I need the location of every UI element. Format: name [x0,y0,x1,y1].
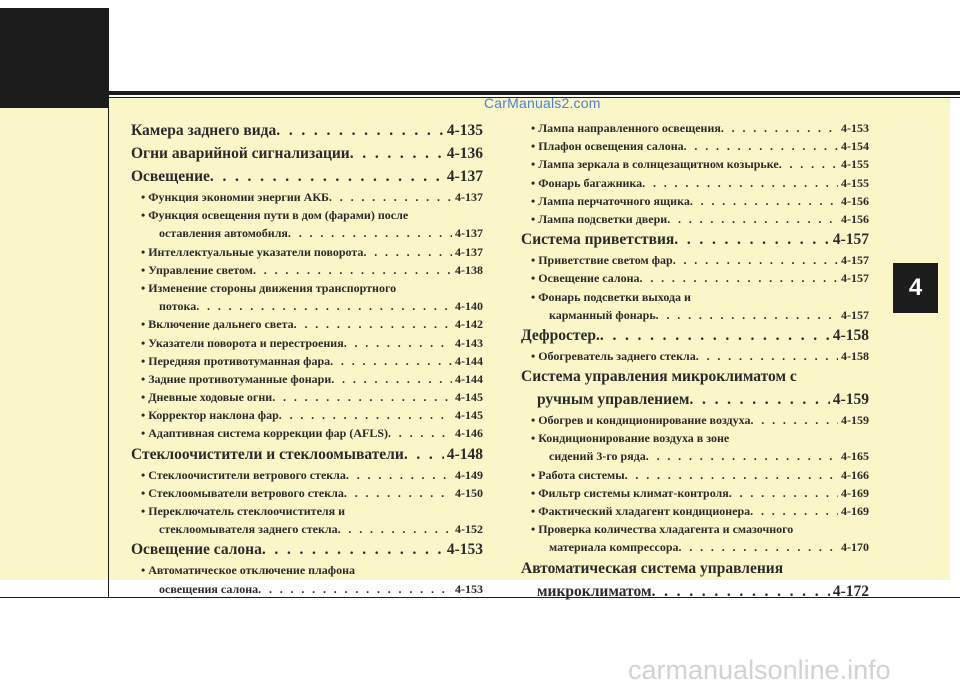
toc-subsection-entry[interactable] [131,484,483,502]
toc-right-column [521,119,869,603]
toc-subsection-entry[interactable] [521,538,869,556]
toc-dot-leader [279,406,452,424]
toc-entry-title: Стеклоочистители и стеклоомыватели [131,445,404,463]
toc-subsection-entry[interactable] [521,520,869,538]
toc-subsection-entry[interactable] [521,347,869,365]
toc-page-number: 4-156 [841,193,869,208]
toc-dot-leader [652,580,830,603]
toc-entry-title: микроклиматом [537,582,652,600]
toc-subsection-entry[interactable] [521,447,869,465]
toc-section-entry[interactable] [521,557,869,580]
toc-dot-leader [750,502,838,520]
toc-entry-title: • Автоматическое отключение плафона [141,563,356,578]
toc-page-number: 4-142 [455,317,483,332]
toc-dot-leader [330,352,452,370]
toc-section-entry[interactable] [521,324,869,347]
toc-page-number: 4-158 [841,348,869,363]
toc-left-column [131,119,483,598]
toc-page-number: 4-137 [455,226,483,241]
toc-subsection-entry[interactable] [131,243,483,261]
toc-dot-leader [350,142,444,165]
toc-dot-leader [729,484,838,502]
toc-section-entry[interactable] [521,388,869,411]
toc-subsection-entry[interactable] [521,429,869,447]
toc-entry-title: • Функция экономии энергии АКБ [141,190,329,204]
toc-page-number: 4-148 [446,445,483,463]
toc-subsection-entry[interactable] [131,206,483,224]
toc-dot-leader [253,261,452,279]
toc-subsection-entry[interactable] [521,251,869,269]
toc-dot-leader [276,119,444,142]
toc-page-number: 4-155 [841,157,869,172]
toc-page-number: 4-157 [841,253,869,268]
toc-entry-title: • Фактический хладагент кондиционера [531,504,751,518]
toc-dot-leader [329,188,452,206]
toc-dot-leader [363,243,452,261]
toc-page-number: 4-149 [455,467,483,482]
toc-dot-leader [388,424,452,442]
toc-section-entry[interactable] [131,119,483,142]
toc-dot-leader [674,228,830,251]
toc-subsection-entry[interactable] [521,288,869,306]
toc-subsection-entry[interactable] [521,269,869,287]
watermark-bottom: carmanualsonline.info [628,655,891,685]
toc-page-number: 4-153 [446,541,483,559]
toc-page-number: 4-169 [841,485,869,500]
toc-entry-title: • Корректор наклона фар [141,408,279,423]
toc-dot-leader [344,484,452,502]
toc-page-number: 4-157 [841,271,869,286]
toc-entry-title: • Кондиционирование воздуха в зоне [531,431,730,446]
toc-dot-leader [331,370,452,388]
toc-dot-leader [258,580,452,598]
toc-page-number: 4-154 [841,139,869,154]
toc-entry-title: • Изменение стороны движения транспортного [141,280,397,295]
toc-subsection-entry[interactable] [521,466,869,484]
toc-entry-title: • Интеллектуальные указатели поворота [141,244,364,259]
toc-entry-title: сидений 3-го ряда [549,449,646,464]
toc-subsection-entry[interactable] [131,561,483,579]
toc-subsection-entry[interactable] [521,411,869,429]
toc-dot-leader [210,165,444,188]
toc-section-entry[interactable] [131,142,483,165]
toc-entry-title: • Фонарь подсветки выхода и [531,289,691,304]
toc-section-entry[interactable] [521,580,869,603]
toc-entry-title: • Переключатель стеклоочистителя и [141,504,346,518]
chapter-tab[interactable] [893,263,938,313]
toc-subsection-entry[interactable] [131,502,483,520]
toc-page-number: 4-153 [455,581,483,596]
toc-page-number: 4-165 [841,449,869,464]
toc-dot-leader [779,155,838,173]
toc-dot-leader [679,538,838,556]
toc-page-number: 4-158 [832,326,869,344]
margin-strip [0,108,108,580]
toc-page-number: 4-170 [841,540,869,555]
toc-dot-leader [673,251,838,269]
toc-section-entry[interactable] [131,443,483,466]
toc-entry-title: • Проверка количества хладагента и смазочного [531,522,794,537]
toc-entry-title: освещения салона [159,581,259,596]
toc-entry-title: • Фильтр системы климат-контроля [531,485,729,500]
corner-block [0,8,108,108]
toc-subsection-entry[interactable] [521,502,869,520]
toc-entry-title: Система управления микроклиматом с [521,368,797,386]
toc-page-number: 4-150 [455,485,483,500]
toc-dot-leader [288,224,452,242]
toc-dot-leader [272,388,452,406]
toc-section-entry[interactable] [521,228,869,251]
toc-entry-title: Система приветствия [521,231,675,249]
toc-subsection-entry[interactable] [521,137,869,155]
toc-entry-title: • Лампа зеркала в солнцезащитном козырьке [531,157,779,172]
toc-entry-title: Огни аварийной сигнализации [131,145,350,162]
toc-page-number: 4-144 [455,371,483,386]
toc-subsection-entry[interactable] [521,484,869,502]
toc-dot-leader [684,137,838,155]
toc-section-entry[interactable] [521,365,869,388]
toc-dot-leader [642,174,838,192]
toc-subsection-entry[interactable] [131,261,483,279]
toc-section-entry[interactable] [131,538,483,561]
toc-page-number: 4-155 [841,175,869,190]
toc-page-number: 4-137 [446,168,483,185]
toc-dot-leader [346,466,452,484]
toc-entry-title: • Адаптивная система коррекции фар (AFLS) [141,426,388,441]
toc-page-number: 4-172 [832,582,869,600]
toc-subsection-entry[interactable] [131,334,483,352]
toc-dot-leader [600,324,830,347]
toc-entry-title: • Плафон освещения салона [531,139,684,154]
toc-page-number: 4-157 [841,307,869,322]
toc-dot-leader [646,447,838,465]
toc-page-number: 4-136 [446,145,483,162]
toc-entry-title: • Передняя противотуманная фара [141,353,331,368]
toc-page-number: 4-145 [455,390,483,405]
toc-subsection-entry[interactable] [521,119,869,137]
watermark-top[interactable]: CarManuals2.com [484,95,601,111]
toc-page-number: 4-159 [841,413,869,428]
toc-dot-leader [696,347,838,365]
toc-subsection-entry[interactable] [131,424,483,442]
toc-entry-title: • Задние противотуманные фонари [141,371,332,386]
toc-subsection-entry[interactable] [131,297,483,315]
toc-dot-leader [640,269,838,287]
toc-entry-title: • Включение дальнего света [141,317,294,332]
toc-page-number: 4-143 [455,335,483,350]
toc-page-number: 4-166 [841,467,869,482]
toc-page-number: 4-153 [841,121,869,135]
toc-entry-title: стеклоомывателя заднего стекла [159,522,338,537]
toc-page-number: 4-169 [841,504,869,518]
toc-page-number: 4-137 [455,190,483,204]
toc-dot-leader [667,210,838,228]
toc-entry-title: • Обогрев и кондиционирование воздуха [531,413,751,428]
toc-entry-title: Освещение [131,168,210,185]
toc-subsection-entry[interactable] [131,224,483,242]
toc-page-number: 4-144 [455,353,483,368]
toc-dot-leader [689,388,829,411]
toc-page-number: 4-156 [841,211,869,226]
toc-subsection-entry[interactable] [131,406,483,424]
toc-subsection-entry[interactable] [131,370,483,388]
toc-entry-title: • Стеклоомыватели ветрового стекла [141,485,344,500]
toc-entry-title: Освещение салона [131,541,262,559]
toc-page-number: 4-146 [455,426,483,441]
toc-subsection-entry[interactable] [131,352,483,370]
toc-entry-title: Автоматическая система управления [521,559,784,577]
toc-dot-leader [750,411,838,429]
toc-entry-title: Дефростер. [521,326,600,344]
toc-page-number: 4-152 [455,522,483,537]
toc-subsection-entry[interactable] [521,192,869,210]
toc-dot-leader [262,538,444,561]
toc-dot-leader [294,315,452,333]
toc-entry-title: карманный фонарь [549,307,656,322]
toc-dot-leader [338,520,452,538]
toc-dot-leader [656,306,838,324]
toc-entry-title: • Лампа перчаточного ящика [531,193,690,208]
toc-page-number: 4-138 [455,262,483,277]
toc-subsection-entry[interactable] [131,279,483,297]
toc-entry-title: • Управление светом [141,262,253,277]
toc-subsection-entry[interactable] [521,210,869,228]
toc-entry-title: • Работа системы [531,467,625,482]
toc-entry-title: • Дневные ходовые огни [141,390,273,405]
toc-page-number: 4-135 [446,122,483,139]
toc-page-number: 4-140 [455,299,483,314]
toc-entry-title: • Лампа направленного освещения [531,121,721,135]
toc-entry-title: • Обогреватель заднего стекла [531,348,696,363]
toc-entry-title: • Функция освещения пути в дом (фарами) после [141,208,409,223]
toc-subsection-entry[interactable] [131,188,483,206]
toc-subsection-entry[interactable] [131,315,483,333]
toc-entry-title: оставления автомобиля [159,226,288,241]
chapter-number: 4 [908,274,923,301]
toc-entry-title: • Указатели поворота и перестроения [141,335,344,350]
toc-dot-leader [404,443,444,466]
toc-subsection-entry[interactable] [521,155,869,173]
toc-subsection-entry[interactable] [521,306,869,324]
toc-subsection-entry[interactable] [131,520,483,538]
toc-page-number: 4-159 [832,391,869,409]
toc-page-number: 4-157 [832,231,869,249]
toc-entry-title: • Фонарь багажника [531,175,643,190]
toc-dot-leader [196,297,452,315]
toc-entry-title: • Приветствие светом фар [531,253,673,268]
toc-subsection-entry[interactable] [131,580,483,598]
toc-entry-title: Камера заднего вида [131,122,277,139]
toc-page-number: 4-137 [455,244,483,259]
toc-dot-leader [721,119,838,137]
toc-subsection-entry[interactable] [521,174,869,192]
toc-entry-title: • Лампа подсветки двери [531,211,668,226]
toc-entry-title: ручным управлением [537,391,690,409]
toc-entry-title: • Освещение салона [531,271,640,286]
toc-dot-leader [690,192,838,210]
toc-dot-leader [625,466,838,484]
toc-subsection-entry[interactable] [131,388,483,406]
toc-section-entry[interactable] [131,165,483,188]
toc-entry-title: материала компрессора [549,540,679,555]
toc-page-number: 4-145 [455,408,483,423]
toc-entry-title: потока [159,299,197,314]
toc-subsection-entry[interactable] [131,466,483,484]
toc-dot-leader [344,334,452,352]
toc-entry-title: • Стеклоочистители ветрового стекла [141,467,346,482]
